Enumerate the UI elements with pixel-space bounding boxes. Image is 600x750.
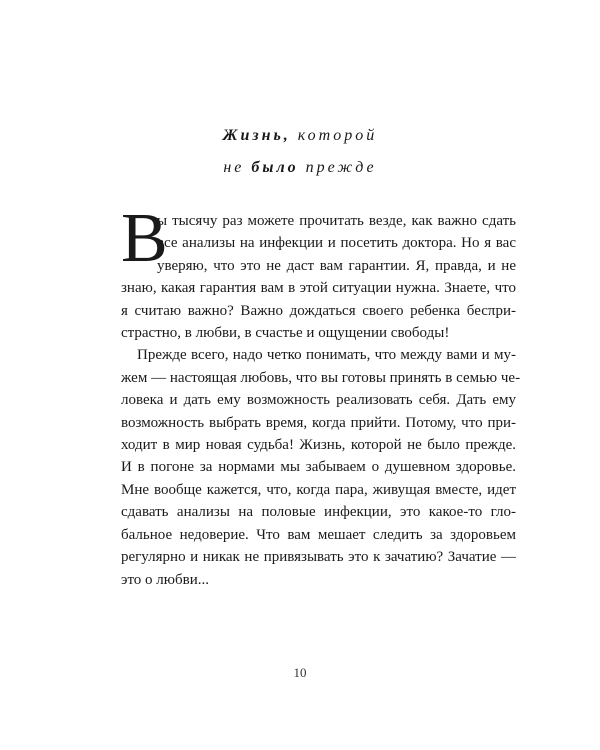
text-line: Прежде всего, надо четко понимать, что между вами и му- [137, 347, 516, 364]
text-line: я считаю важно? Важно дождаться своего ребенка бесπри- [121, 302, 516, 319]
text-line: сдавать анализы на половые инфекции, это какое-то гло- [121, 504, 516, 521]
text-line: это о любви... [121, 571, 209, 588]
chapter-title-line-2 [0, 159, 600, 177]
body-text [121, 210, 521, 591]
text-line: регулярно и никак не привязывать это к зачатию? Зачатие — [121, 549, 516, 566]
text-line: ходит в мир новая судьба! Жизнь, которой не было прежде. [121, 437, 516, 454]
text-line: бальное недоверие. Что вам мешает следить за здоровьем [121, 526, 516, 543]
text-line: страстно, в любви, в счастье и ощущении свободы! [121, 325, 450, 342]
title-word-1: Жизнь, [222, 127, 291, 144]
drop-cap: В [121, 200, 168, 277]
page-number: 10 [293, 665, 307, 680]
text-line: ы тысячу раз можете прочитать везде, как важно сдать [157, 213, 516, 229]
text-line: знаю, какая гарантия вам в этой ситуации нужна. Знаете, что [121, 280, 516, 297]
text-line: ловека и дать ему возможность реализовать себя. Дать ему [121, 392, 516, 409]
text-line: И в погоне за нормами мы забываем о душевном здоровье. [121, 459, 516, 476]
text-line: жем — настоящая любовь, что вы готовы принять в семью че- [121, 369, 521, 386]
text-line: все анализы на инфекции и посетить доктора. Но я вас [157, 235, 516, 252]
title-word-4: было [251, 159, 299, 176]
title-word-2: которой [297, 127, 378, 144]
text-line: уверяю, что это не даст вам гарантии. Я, правда, и не [157, 257, 516, 274]
chapter-title-line-1 [0, 127, 600, 145]
title-word-3: не [223, 159, 245, 176]
title-word-5: прежде [305, 159, 377, 176]
text-line: возможность выбрать время, когда прийти. Потому, что при- [121, 414, 516, 431]
text-line: Мне вообще кажется, что, когда пара, живущая вместе, идет [121, 481, 516, 498]
